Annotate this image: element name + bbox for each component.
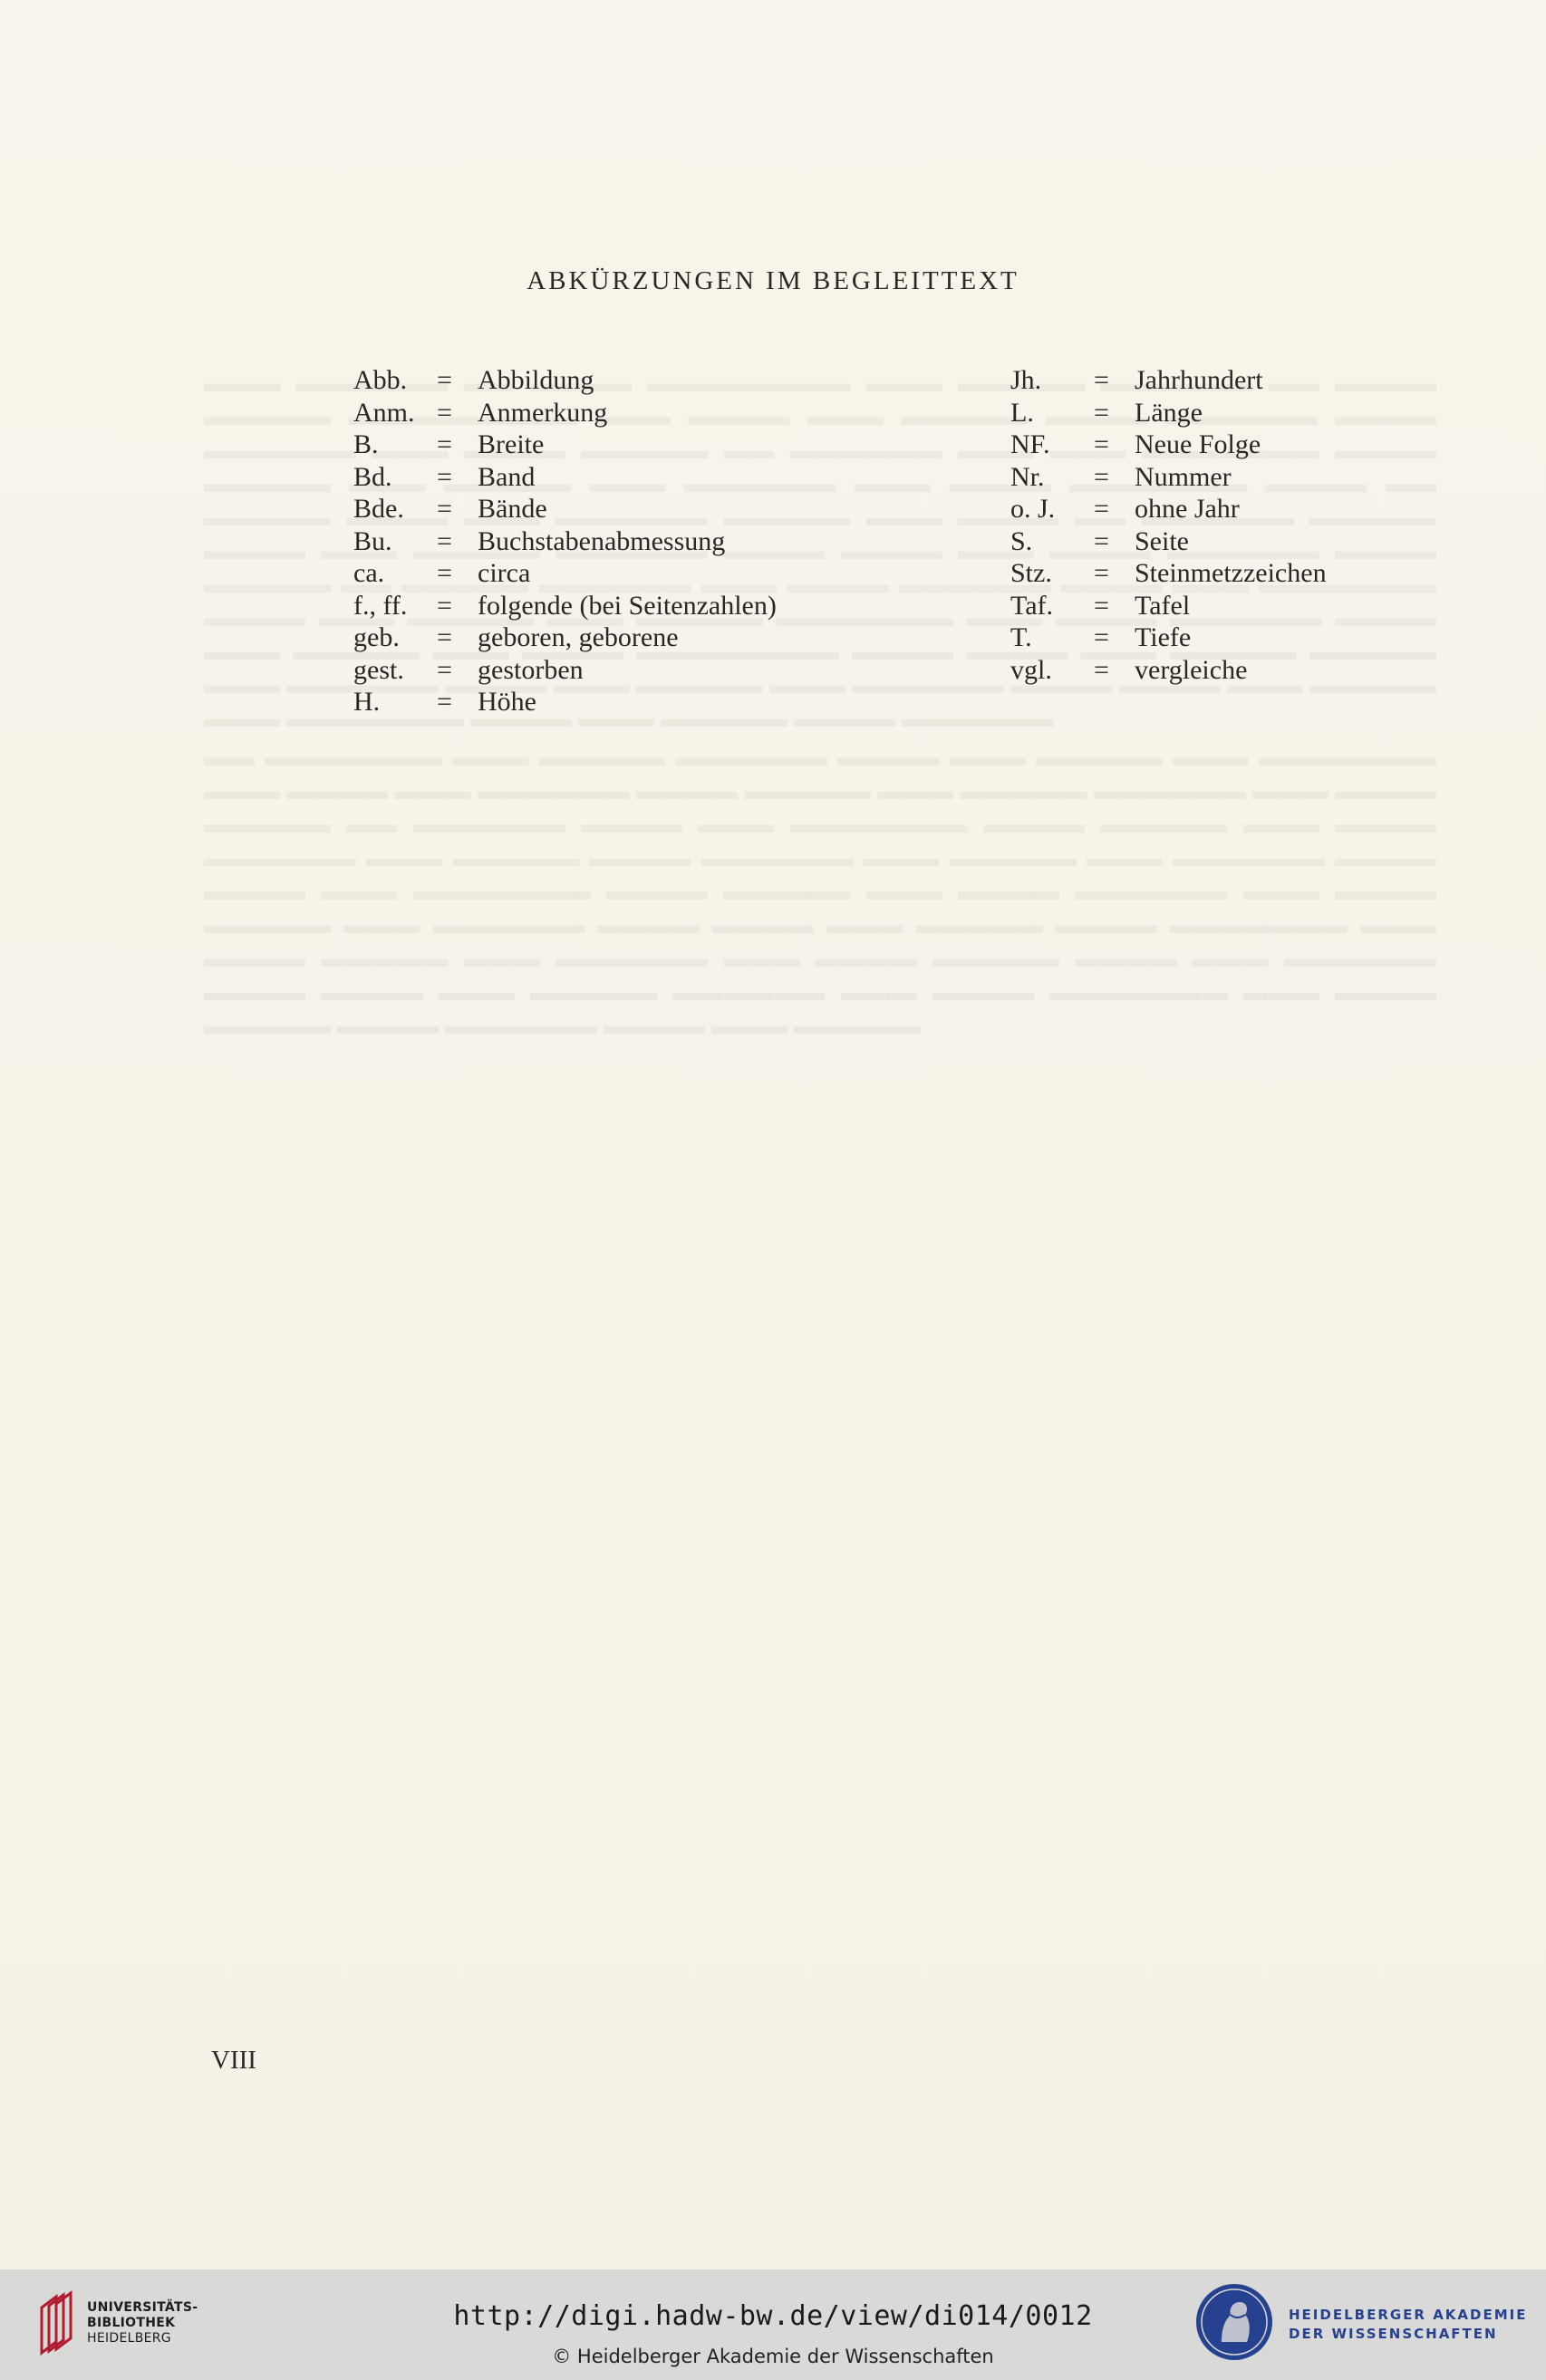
- abbreviation-meaning: circa: [478, 558, 531, 588]
- academy-line-2: DER WISSENSCHAFTEN: [1289, 2326, 1498, 2342]
- copyright-notice: © Heidelberger Akademie der Wissenschaften: [552, 2346, 994, 2367]
- abbreviation-meaning: Buchstabenabmessung: [478, 525, 726, 556]
- equals-sign: =: [437, 525, 452, 556]
- abbreviation-key: B.: [353, 429, 379, 459]
- equals-sign: =: [1094, 494, 1109, 524]
- abbreviation-key: T.: [1010, 622, 1032, 652]
- equals-sign: =: [1094, 525, 1109, 556]
- abbreviation-list-left: [353, 364, 777, 718]
- library-line-3: HEIDELBERG: [87, 2331, 171, 2346]
- page-number: VIII: [211, 2046, 256, 2075]
- abbreviation-row: [1010, 364, 1327, 397]
- abbreviation-row: [353, 397, 777, 429]
- equals-sign: =: [437, 654, 452, 685]
- abbreviation-key: Bd.: [353, 461, 392, 492]
- equals-sign: =: [437, 461, 452, 492]
- abbreviation-list-right: [1010, 364, 1327, 686]
- permalink-url[interactable]: http://digi.hadw-bw.de/view/di014/0012: [453, 2300, 1093, 2332]
- equals-sign: =: [1094, 429, 1109, 459]
- abbreviation-meaning: Seite: [1135, 525, 1189, 556]
- abbreviation-row: [1010, 590, 1327, 622]
- abbreviation-row: [1010, 461, 1327, 494]
- abbreviation-row: [1010, 621, 1327, 654]
- abbreviation-meaning: Neue Folge: [1135, 429, 1261, 459]
- abbreviation-key: gest.: [353, 654, 404, 685]
- library-line-1: UNIVERSITÄTS-: [87, 2300, 198, 2315]
- abbreviation-meaning: Band: [478, 461, 536, 492]
- equals-sign: =: [437, 397, 452, 428]
- abbreviation-key: Stz.: [1010, 558, 1052, 588]
- abbreviation-key: vgl.: [1010, 654, 1052, 685]
- abbreviation-meaning: Höhe: [478, 687, 536, 717]
- library-line-2: BIBLIOTHEK: [87, 2316, 176, 2330]
- abbreviation-key: ca.: [353, 558, 385, 588]
- abbreviation-row: [353, 461, 777, 494]
- abbreviation-key: Nr.: [1010, 461, 1045, 492]
- abbreviation-meaning: Anmerkung: [478, 397, 608, 428]
- footer-bar: [0, 2269, 1546, 2380]
- abbreviation-row: [353, 654, 777, 687]
- abbreviation-meaning: geboren, geborene: [478, 622, 679, 652]
- abbreviation-key: Bde.: [353, 494, 404, 524]
- abbreviation-row: [353, 364, 777, 397]
- abbreviation-meaning: Breite: [478, 429, 545, 459]
- abbreviation-meaning: Tafel: [1135, 590, 1191, 621]
- equals-sign: =: [1094, 590, 1109, 621]
- equals-sign: =: [1094, 654, 1109, 685]
- abbreviation-key: o. J.: [1010, 494, 1056, 524]
- abbreviation-meaning: Jahrhundert: [1135, 365, 1263, 395]
- abbreviation-key: Taf.: [1010, 590, 1054, 621]
- abbreviation-row: [1010, 557, 1327, 590]
- abbreviation-row: [1010, 525, 1327, 558]
- equals-sign: =: [1094, 622, 1109, 652]
- abbreviation-meaning: Bände: [478, 494, 547, 524]
- academy-name: [1289, 2306, 1528, 2344]
- abbreviation-row: [353, 525, 777, 558]
- abbreviation-row: [353, 429, 777, 461]
- equals-sign: =: [1094, 397, 1109, 428]
- abbreviation-row: [1010, 397, 1327, 429]
- abbreviation-key: S.: [1010, 525, 1033, 556]
- abbreviation-key: geb.: [353, 622, 400, 652]
- equals-sign: =: [437, 365, 452, 395]
- abbreviation-key: Abb.: [353, 365, 408, 395]
- page-title: ABKÜRZUNGEN IM BEGLEITTEXT: [527, 266, 1019, 295]
- equals-sign: =: [1094, 558, 1109, 588]
- equals-sign: =: [437, 494, 452, 524]
- abbreviation-meaning: Tiefe: [1135, 622, 1192, 652]
- abbreviation-meaning: vergleiche: [1135, 654, 1248, 685]
- abbreviation-key: Bu.: [353, 525, 392, 556]
- abbreviation-key: f., ff.: [353, 590, 408, 621]
- equals-sign: =: [1094, 461, 1109, 492]
- abbreviation-row: [1010, 429, 1327, 461]
- abbreviation-meaning: Steinmetzzeichen: [1135, 558, 1327, 588]
- abbreviation-meaning: Nummer: [1135, 461, 1232, 492]
- abbreviation-row: [353, 686, 777, 718]
- abbreviation-meaning: Abbildung: [478, 365, 594, 395]
- academy-seal-icon: [1194, 2282, 1274, 2362]
- abbreviation-key: Anm.: [353, 397, 415, 428]
- abbreviation-row: [353, 557, 777, 590]
- abbreviation-meaning: ohne Jahr: [1135, 494, 1240, 524]
- abbreviation-row: [353, 621, 777, 654]
- abbreviation-row: [1010, 654, 1327, 687]
- academy-line-1: HEIDELBERGER AKADEMIE: [1289, 2307, 1528, 2323]
- equals-sign: =: [1094, 365, 1109, 395]
- equals-sign: =: [437, 429, 452, 459]
- equals-sign: =: [437, 590, 452, 621]
- abbreviation-key: H.: [353, 687, 381, 717]
- equals-sign: =: [437, 687, 452, 717]
- equals-sign: =: [437, 558, 452, 588]
- abbreviation-key: L.: [1010, 397, 1034, 428]
- abbreviation-meaning: folgende (bei Seitenzahlen): [478, 590, 777, 621]
- abbreviation-key: Jh.: [1010, 365, 1042, 395]
- abbreviation-row: [353, 590, 777, 622]
- abbreviation-key: NF.: [1010, 429, 1050, 459]
- abbreviation-row: [353, 493, 777, 525]
- equals-sign: =: [437, 622, 452, 652]
- abbreviation-meaning: Länge: [1135, 397, 1203, 428]
- abbreviation-row: [1010, 493, 1327, 525]
- abbreviation-meaning: gestorben: [478, 654, 584, 685]
